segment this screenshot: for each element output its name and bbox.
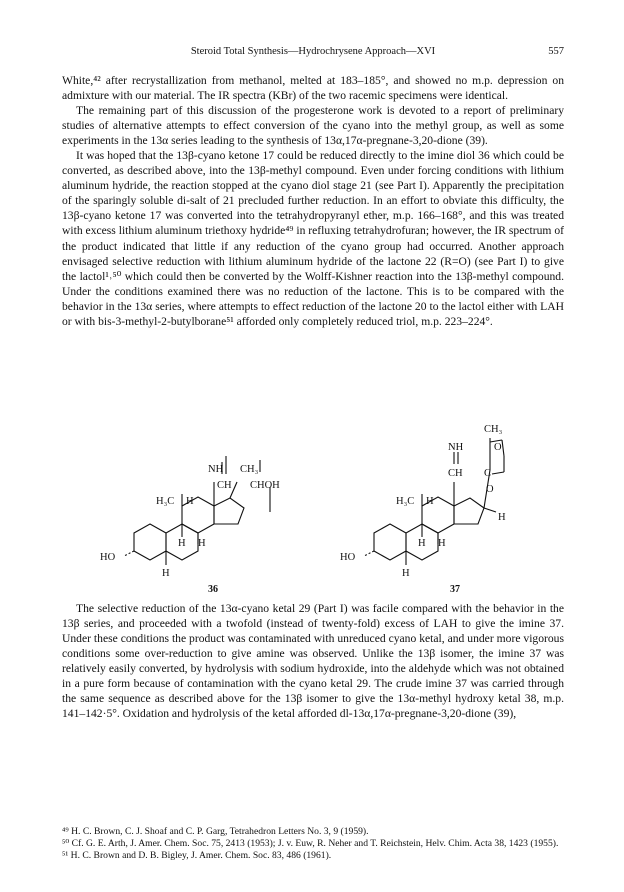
- label-choh-36: CHOH: [250, 480, 280, 491]
- footnote-text: H. C. Brown, C. J. Shoaf and C. P. Garg, Tetrahedron Letters No. 3, 9 (1959).: [71, 826, 369, 837]
- ring-d-37: [454, 498, 484, 524]
- compound-number-36: 36: [208, 584, 218, 592]
- label-nh-36: NH: [208, 464, 224, 475]
- footnote-mark: ⁵⁰: [62, 838, 70, 850]
- label-h-d-36: H: [162, 568, 170, 579]
- running-title: Steroid Total Synthesis—Hydrochrysene Approach—XVI: [190, 46, 436, 57]
- footnote-51: [62, 850, 564, 862]
- label-h-a-36: H: [186, 496, 194, 507]
- paragraph-intro: The remaining part of this discussion of the progesterone work is devoted to a report of preliminary studies of alternative attempts to effect conversion of the cyano into the methyl group, as well as some experiments in the 13α series leading to the synthesis of 13α,17α-pregnane-3,20-dione (39).: [62, 104, 564, 148]
- footnote-text: Cf. G. E. Arth, J. Amer. Chem. Soc. 75, 2413 (1953); J. v. Euw, R. Neher and T. Reichstein, Helv. Chim. Acta 38, 1423 (1955).: [71, 838, 559, 850]
- body-text-lower: [62, 601, 564, 721]
- label-h-c-36: H: [198, 538, 206, 549]
- footnotes: [62, 826, 564, 863]
- ring-d-36: [214, 498, 244, 524]
- compound-number-37: 37: [450, 584, 460, 592]
- page-number: 557: [548, 46, 564, 57]
- label-ch-37: CH: [448, 468, 463, 479]
- label-ch3-37: CH₃: [484, 424, 503, 435]
- label-ch-36: CH: [217, 480, 232, 491]
- label-ho-36: HO: [100, 552, 116, 563]
- paragraph-reduction-attempts: It was hoped that the 13β-cyano ketone 17 could be reduced directly to the imine diol 36 which could be converted, as described above, into the 13β-methyl compound. Even under forcing conditions with lithium aluminum hydride, the reaction stopped at the cyano diol stage 21 (see Part I). Apparently the precipitation of the sparingly soluble di-salt of 21 precluded further reduction. In an effort to obviate this difficulty, the 13β-cyano ketone 17 was converted into the tetrahydropyranyl ether, m.p. 166–168°, and this was treated with excess lithium aluminum triethoxy hydride⁴⁹ in refluxing tetrahydrofuran; however, the IR spectrum of the product indicated that little if any reduction of the cyano group had occurred. Another approach envisaged selective reduction with lithium aluminum hydride of the lactone 22 (R=O) (see Part I) to give the lactol¹˒⁵⁰ which could then be converted by the Wolff-Kishner reaction into the 13β-methyl compound. Under the conditions examined there was no reduction of the lactone. This is to be compared with the behavior in the 13α series, where attempts to effect reduction of the lactone 20 to the lactol either with LAH or with bis-3-methyl-2-butylborane⁵¹ afforded only completely reduced triol, m.p. 223–224°.: [62, 149, 564, 328]
- running-header: [62, 46, 564, 62]
- paragraph-continuation: White,⁴² after recrystallization from methanol, melted at 183–185°, and showed no m.p. depression on admixture with our material. The IR spectra (KBr) of the two racemic specimens were identical.: [62, 74, 564, 103]
- label-h-b-36: H: [178, 538, 186, 549]
- label-o-bottom-37: O: [486, 484, 494, 495]
- footnote-50: [62, 838, 564, 850]
- paragraph-13alpha-series: The selective reduction of the 13α-cyano ketal 29 (Part I) was facile compared with the behavior in the 13β series, and proceeded with a twofold (instead of twenty-fold) excess of LAH to give the imine 37. Under these conditions the product was contaminated with unreduced cyano ketal, and under more vigorous conditions some over-reduction to give amine was observed. Unlike the 13β isomer, the imine 37 was relatively easily converted, by hydrolysis with sodium hydroxide, into the aldehyde which was not obtained in a pure form because of contamination with the cyano ketal 29. The crude imine 37 was carried through the same sequence as described above for the 13β isomer to give the 13α-methyl hydroxy ketal 38, m.p. 141–142·5°. Oxidation and hydrolysis of the ketal afforded dl-13α,17α-pregnane-3,20-dione (39),: [62, 602, 564, 721]
- footnote-mark: ⁵¹: [62, 850, 69, 862]
- label-c-37: C: [484, 468, 492, 479]
- body-text-upper: [62, 73, 564, 329]
- label-h3c-37: H₃C: [396, 496, 415, 507]
- label-h3c-36: H₃C: [156, 496, 175, 507]
- label-nh-37: NH: [448, 442, 464, 453]
- structures-svg: [100, 412, 530, 592]
- label-h-b-37: H: [418, 538, 426, 549]
- footnote-text: H. C. Brown and D. B. Bigley, J. Amer. Chem. Soc. 83, 486 (1961).: [70, 850, 332, 862]
- ring-a-37: [374, 524, 406, 560]
- footnote-mark: ⁴⁹: [62, 826, 69, 837]
- label-o-top-37: O: [494, 442, 502, 453]
- label-h-side-37: H: [498, 512, 506, 523]
- label-h-a-37: H: [426, 496, 434, 507]
- chemical-structures-figure: [100, 412, 530, 592]
- footnote-49: [62, 826, 564, 838]
- label-h-c-37: H: [438, 538, 446, 549]
- ring-a-36: [134, 524, 166, 560]
- label-ch3-36: CH₃: [240, 464, 259, 475]
- label-ho-37: HO: [340, 552, 356, 563]
- label-h-d-37: H: [402, 568, 410, 579]
